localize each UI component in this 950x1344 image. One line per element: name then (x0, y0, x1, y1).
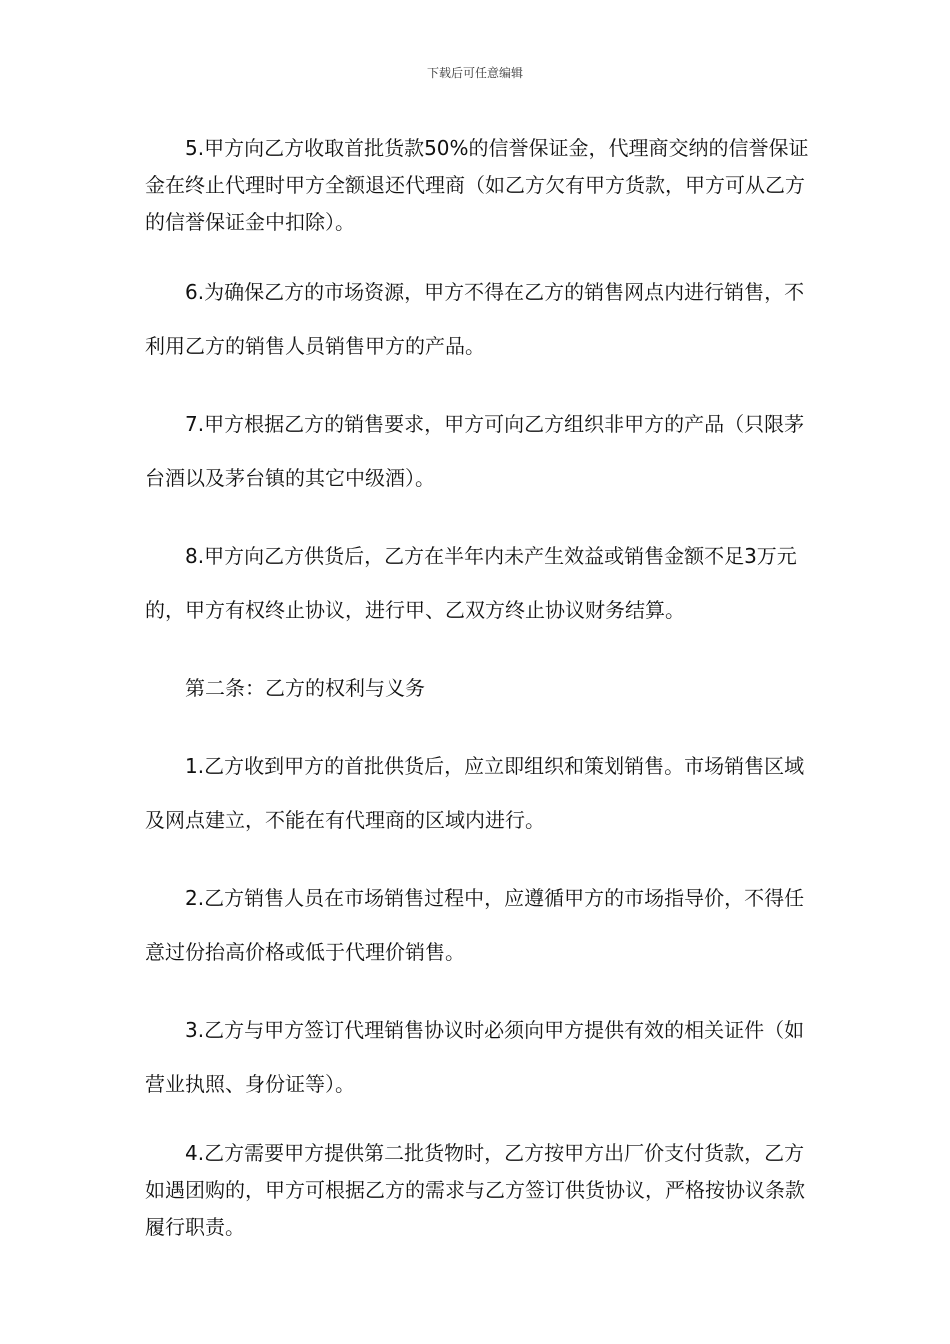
paragraph-6: 6.为确保乙方的市场资源，甲方不得在乙方的销售网点内进行销售，不利用乙方的销售人员销售甲方的产品。 (145, 280, 805, 358)
document-body (145, 130, 810, 1246)
paragraph-b2: 2.乙方销售人员在市场销售过程中，应遵循甲方的市场指导价，不得任意过份抬高价格或低于代理价销售。 (145, 886, 805, 964)
paragraph-b3: 3.乙方与甲方签订代理销售协议时必须向甲方提供有效的相关证件（如营业执照、身份证等）。 (145, 1018, 805, 1096)
paragraph-5: 5.甲方向乙方收取首批货款50%的信誉保证金，代理商交纳的信誉保证金在终止代理时甲方全额退还代理商（如乙方欠有甲方货款，甲方可从乙方的信誉保证金中扣除）。 (145, 136, 809, 234)
paragraph-b1: 1.乙方收到甲方的首批供货后，应立即组织和策划销售。市场销售区域及网点建立，不能在有代理商的区域内进行。 (145, 754, 805, 832)
paragraph-8: 8.甲方向乙方供货后，乙方在半年内未产生效益或销售金额不足3万元的，甲方有权终止协议，进行甲、乙双方终止协议财务结算。 (145, 544, 797, 622)
section-heading-article-2: 第二条：乙方的权利与义务 (185, 676, 425, 700)
paragraph-7: 7.甲方根据乙方的销售要求，甲方可向乙方组织非甲方的产品（只限茅台酒以及茅台镇的其它中级酒）。 (145, 412, 805, 490)
paragraph-b4: 4.乙方需要甲方提供第二批货物时，乙方按甲方出厂价支付货款，乙方如遇团购的，甲方可根据乙方的需求与乙方签订供货协议，严格按协议条款履行职责。 (145, 1141, 805, 1239)
page-header: 下载后可任意编辑 (426, 66, 523, 80)
